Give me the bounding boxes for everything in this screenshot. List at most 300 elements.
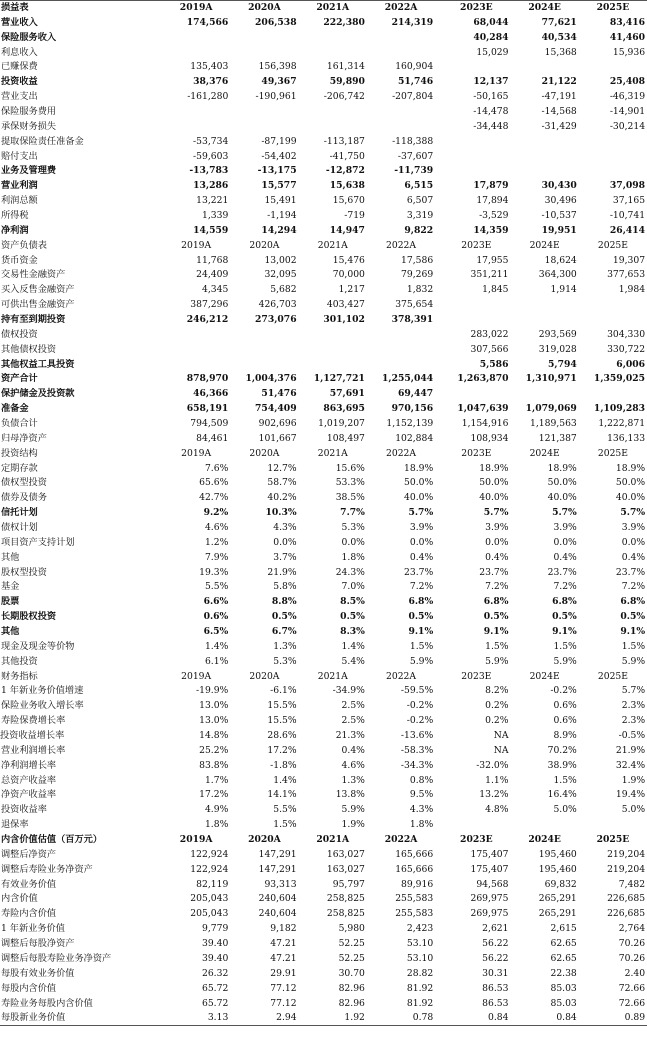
table-row <box>0 327 647 342</box>
row-label: 保险业务收入增长率 <box>1 700 84 712</box>
cell-5: 5.0% <box>553 804 577 816</box>
cell-5: 5,794 <box>548 358 577 370</box>
cell-1: 17.2% <box>267 744 297 756</box>
cell-1: 10.3% <box>265 507 297 519</box>
cell-3: 0.5% <box>408 611 434 623</box>
cell-4: 94,568 <box>476 878 509 890</box>
row-label: 股票 <box>1 596 20 608</box>
cell-1: 2020A <box>249 670 280 682</box>
cell-5: 50.0% <box>547 477 577 489</box>
cell-2: 5.9% <box>341 804 365 816</box>
cell-0: 9.2% <box>203 507 229 519</box>
cell-3: 69,447 <box>398 388 434 400</box>
cell-5: 5.9% <box>553 655 577 667</box>
cell-5: 1,310,971 <box>525 373 577 385</box>
cell-5: -14,568 <box>541 105 577 117</box>
table-row <box>0 283 647 298</box>
column-gap <box>435 922 442 937</box>
row-label: 保险服务费用 <box>1 105 57 117</box>
cell-1: 5,682 <box>270 284 297 296</box>
cell-6: 6,006 <box>616 358 646 370</box>
cell-5: 2024E <box>529 670 560 682</box>
cell-2: 1.8% <box>341 551 365 563</box>
cell-6: 2025E <box>579 1 647 16</box>
cell-4 <box>442 313 510 328</box>
table-header-row <box>0 238 647 253</box>
cell-3: 40.0% <box>404 492 434 504</box>
cell-4: 23.7% <box>479 566 509 578</box>
column-gap <box>435 90 442 105</box>
cell-1: 156,398 <box>258 61 297 73</box>
cell-3: 7.2% <box>409 581 434 593</box>
cell-1: 32,095 <box>264 269 297 281</box>
cell-5 <box>510 818 578 833</box>
cell-1: 147,291 <box>258 848 297 860</box>
cell-1: -87,199 <box>261 135 297 147</box>
table-header-row <box>0 446 647 461</box>
cell-1: 147,291 <box>258 863 297 875</box>
column-gap <box>435 298 442 313</box>
row-label: 交易性金融资产 <box>1 269 66 281</box>
cell-1: 3.7% <box>273 551 297 563</box>
table-row <box>0 714 647 729</box>
cell-3: -0.2% <box>406 715 434 727</box>
cell-3: 89,916 <box>401 878 434 890</box>
table-row <box>0 877 647 892</box>
row-label: 项目资产支持计划 <box>1 536 75 548</box>
row-label: 寿险业务每股内含价值 <box>1 997 93 1009</box>
cell-4: 307,566 <box>470 343 509 355</box>
table-row <box>0 981 647 996</box>
cell-6: 21.9% <box>615 744 646 756</box>
cell-4: 12,137 <box>473 76 509 88</box>
column-gap <box>435 580 442 595</box>
cell-4: 56.22 <box>482 952 509 964</box>
cell-3: 378,391 <box>391 313 434 325</box>
cell-1: 29.91 <box>270 967 297 979</box>
cell-5: 62.65 <box>550 952 577 964</box>
cell-0: -53,734 <box>193 135 229 147</box>
column-gap <box>435 30 442 45</box>
cell-4: -50,165 <box>473 91 509 103</box>
cell-5 <box>510 313 578 328</box>
cell-5: 265,291 <box>538 893 577 905</box>
column-gap <box>435 105 442 120</box>
cell-4: 269,975 <box>470 908 509 920</box>
cell-5: 40,534 <box>541 31 577 43</box>
column-gap <box>435 610 442 625</box>
cell-4: 283,022 <box>470 328 509 340</box>
column-gap <box>435 1011 442 1026</box>
table-row <box>0 476 647 491</box>
column-gap <box>435 743 442 758</box>
cell-6 <box>579 313 647 328</box>
table-row <box>0 30 647 45</box>
cell-5: 293,569 <box>538 328 577 340</box>
row-label: 债权计划 <box>1 522 38 533</box>
cell-0: 42.7% <box>199 492 229 504</box>
row-label: 1 年新业务价值增速 <box>1 685 84 697</box>
cell-2: 5,980 <box>338 923 365 935</box>
cell-1: 21.9% <box>267 566 297 578</box>
cell-3: 4.3% <box>409 804 434 816</box>
cell-5: -0.2% <box>550 685 577 697</box>
cell-0: 13.0% <box>199 715 229 727</box>
table-row <box>0 625 647 640</box>
cell-1: 51,476 <box>261 388 297 400</box>
cell-5: 0.6% <box>553 700 577 712</box>
cell-3: 160,904 <box>395 61 434 73</box>
cell-3: 2022A <box>386 447 417 459</box>
cell-3: 3,319 <box>406 209 434 221</box>
cell-0: 2019A <box>181 447 212 459</box>
cell-0: 84,461 <box>196 432 229 444</box>
cell-3: 17,586 <box>401 254 434 266</box>
cell-3: -11,739 <box>394 165 434 177</box>
column-gap <box>435 506 442 521</box>
cell-2: 2021A <box>316 834 350 846</box>
cell-5: 16.4% <box>547 789 577 801</box>
row-label: 寿险保费增长率 <box>1 715 66 727</box>
cell-2: 2.5% <box>341 715 365 727</box>
cell-0: 1.7% <box>204 774 229 786</box>
table-row <box>0 892 647 907</box>
cell-5: -31,429 <box>541 120 577 132</box>
cell-3: 50.0% <box>404 477 434 489</box>
cell-0: 13,221 <box>196 195 229 207</box>
cell-5: 2024E <box>529 447 560 459</box>
cell-1: 40.2% <box>267 492 297 504</box>
column-gap <box>435 877 442 892</box>
column-gap <box>435 773 442 788</box>
cell-0: 3.13 <box>162 1011 230 1026</box>
cell-5: 6.8% <box>552 596 577 608</box>
cell-3: 165,666 <box>395 863 434 875</box>
row-label: 货币资金 <box>1 254 38 266</box>
row-label: 现金及现金等价物 <box>1 640 75 652</box>
table-row <box>0 699 647 714</box>
cell-0: 1.8% <box>204 819 229 831</box>
cell-1 <box>230 119 298 134</box>
cell-6: 219,204 <box>607 848 646 860</box>
cell-6: 0.0% <box>621 536 646 548</box>
table-row <box>0 1011 647 1026</box>
cell-4: 30.31 <box>482 967 509 979</box>
cell-4 <box>442 149 510 164</box>
financial-table-body <box>0 1 647 1026</box>
cell-3: 102,884 <box>395 432 434 444</box>
cell-0: 6.6% <box>203 596 229 608</box>
column-gap <box>435 996 442 1011</box>
column-gap <box>435 45 442 60</box>
cell-5: 85.03 <box>550 982 577 994</box>
cell-1: 6.7% <box>271 626 297 638</box>
cell-6 <box>579 60 647 75</box>
table-row <box>0 402 647 417</box>
cell-1: 9,182 <box>270 923 297 935</box>
cell-2 <box>299 30 367 45</box>
row-label: 其他权益工具投资 <box>1 358 75 370</box>
cell-2: 163,027 <box>326 848 365 860</box>
cell-2: 13.8% <box>335 789 365 801</box>
cell-5: 18,624 <box>544 254 577 266</box>
table-row <box>0 313 647 328</box>
cell-2: 2.5% <box>341 700 365 712</box>
row-label: 内含价值估值（百万元） <box>1 834 103 846</box>
cell-0: -19.9% <box>196 685 229 697</box>
cell-2 <box>299 327 367 342</box>
cell-6: 32.4% <box>615 759 646 771</box>
cell-6: 330,722 <box>607 343 646 355</box>
cell-1: 77.12 <box>270 982 297 994</box>
cell-4: 1.1% <box>485 774 509 786</box>
cell-4: 2023E <box>442 1 510 16</box>
column-gap <box>435 60 442 75</box>
row-label: 营业利润 <box>1 180 38 192</box>
row-label: 每股内含价值 <box>1 982 57 994</box>
row-label: 投资收益 <box>1 76 38 88</box>
column-gap <box>435 892 442 907</box>
cell-4: 40.0% <box>479 492 509 504</box>
row-label: 利润总额 <box>1 195 38 207</box>
column-gap <box>435 357 442 372</box>
row-label: 业务及管理费 <box>1 165 57 177</box>
table-row <box>0 372 647 387</box>
cell-0: 6.5% <box>203 626 229 638</box>
cell-0: 1.4% <box>204 640 229 652</box>
cell-2: 14,947 <box>329 224 365 236</box>
cell-2: 108,497 <box>326 432 365 444</box>
cell-1: 902,696 <box>258 417 297 429</box>
cell-3: -34.3% <box>400 759 434 771</box>
cell-3: 1,152,139 <box>386 417 434 429</box>
cell-3: 214,319 <box>391 16 434 28</box>
cell-4: 2,621 <box>482 923 509 935</box>
cell-3: 375,654 <box>395 299 434 311</box>
cell-2: 301,102 <box>323 313 365 325</box>
cell-0: 14,559 <box>193 224 229 236</box>
column-gap <box>435 431 442 446</box>
cell-6: 15,936 <box>612 46 646 58</box>
cell-0: -13,783 <box>189 165 229 177</box>
row-label: 基金 <box>1 581 20 593</box>
cell-6: 72.66 <box>618 997 646 1009</box>
cell-5: -47,191 <box>541 91 577 103</box>
cell-6: 41,460 <box>609 31 646 43</box>
cell-0: 174,566 <box>186 16 229 28</box>
row-label: 损益表 <box>0 1 162 16</box>
cell-3: 165,666 <box>395 848 434 860</box>
cell-0: 2019A <box>162 1 230 16</box>
cell-6: 50.0% <box>615 477 646 489</box>
row-label: 调整后每股寿险业务净资产 <box>1 952 112 964</box>
cell-0: 6.1% <box>204 655 229 667</box>
cell-1 <box>230 45 298 60</box>
table-row <box>0 788 647 803</box>
cell-4 <box>442 818 510 833</box>
cell-4: 0.2% <box>485 715 509 727</box>
table-row <box>0 743 647 758</box>
cell-1: 58.7% <box>267 477 297 489</box>
row-label: 每股新业务价值 <box>0 1011 162 1026</box>
cell-6: 26,414 <box>609 224 646 236</box>
cell-1: 13,002 <box>264 254 297 266</box>
cell-5: 40.0% <box>547 492 577 504</box>
cell-2: 4.6% <box>341 759 365 771</box>
cell-6 <box>579 164 647 179</box>
row-label: 利息收入 <box>1 46 38 58</box>
cell-6: 25,408 <box>609 76 646 88</box>
cell-3: -59.5% <box>400 685 434 697</box>
cell-5: 3.9% <box>553 522 577 533</box>
cell-2: 1.4% <box>341 640 365 652</box>
cell-2: 0.4% <box>341 744 365 756</box>
cell-5: 62.65 <box>550 938 577 950</box>
cell-0: 1.2% <box>204 536 229 548</box>
cell-6: -14,901 <box>609 105 646 117</box>
cell-6: 37,165 <box>612 195 646 207</box>
cell-2: 8.3% <box>340 626 365 638</box>
cell-0: 2019A <box>181 670 212 682</box>
cell-1: 240,604 <box>258 908 297 920</box>
cell-1: 93,313 <box>264 878 297 890</box>
cell-4: 2023E <box>461 670 492 682</box>
cell-3: 9,822 <box>404 224 434 236</box>
cell-6 <box>579 149 647 164</box>
cell-2: 24.3% <box>335 566 365 578</box>
table-row <box>0 580 647 595</box>
cell-5: 21,122 <box>541 76 577 88</box>
cell-5 <box>510 387 578 402</box>
cell-4: NA <box>493 744 509 756</box>
cell-2: 2021A <box>299 1 367 16</box>
table-row <box>0 773 647 788</box>
cell-6: 2025E <box>597 447 628 459</box>
column-gap <box>435 699 442 714</box>
cell-3: 51,746 <box>398 76 434 88</box>
cell-2: 53.3% <box>335 477 365 489</box>
cell-3: 5.9% <box>409 655 434 667</box>
cell-4: 108,934 <box>470 432 509 444</box>
cell-1: 14,294 <box>261 224 297 236</box>
cell-5: 70.2% <box>547 744 577 756</box>
cell-4: 15,029 <box>476 46 509 58</box>
cell-4: -34,448 <box>473 120 509 132</box>
cell-4: 4.8% <box>485 804 509 816</box>
cell-3: -207,804 <box>392 91 434 103</box>
column-gap <box>435 1 442 16</box>
cell-2: 30.70 <box>338 967 365 979</box>
cell-1: 77.12 <box>270 997 297 1009</box>
cell-6 <box>579 134 647 149</box>
cell-1 <box>230 357 298 372</box>
row-label: 净利润增长率 <box>1 759 57 771</box>
table-row <box>0 105 647 120</box>
cell-2: 0.5% <box>340 611 365 623</box>
cell-3: 53.10 <box>406 952 434 964</box>
cell-0: 65.72 <box>201 982 229 994</box>
row-label: 资产合计 <box>1 373 38 385</box>
cell-6: 304,330 <box>607 328 646 340</box>
column-gap <box>435 164 442 179</box>
table-row <box>0 758 647 773</box>
column-gap <box>435 253 442 268</box>
cell-4: 1,047,639 <box>457 403 509 415</box>
cell-2 <box>299 342 367 357</box>
cell-4: 17,879 <box>473 180 509 192</box>
cell-2: 1,127,721 <box>313 373 365 385</box>
column-gap <box>435 268 442 283</box>
table-row <box>0 535 647 550</box>
cell-6 <box>579 818 647 833</box>
cell-4: 9.1% <box>483 626 509 638</box>
cell-0: -59,603 <box>193 150 229 162</box>
table-row <box>0 684 647 699</box>
cell-2: 7.0% <box>341 581 365 593</box>
row-label: 其他投资 <box>1 655 38 667</box>
cell-2: -41,750 <box>329 150 365 162</box>
cell-3: 255,583 <box>395 893 434 905</box>
row-label: 寿险内含价值 <box>1 908 57 920</box>
cell-0: 9,779 <box>201 923 229 935</box>
row-label: 债权投资 <box>1 328 38 340</box>
cell-2: 82.96 <box>338 997 365 1009</box>
cell-5: 18.9% <box>547 462 577 474</box>
cell-6 <box>579 298 647 313</box>
cell-2: 2021A <box>317 239 348 251</box>
column-gap <box>435 387 442 402</box>
row-label: 总资产收益率 <box>1 774 57 786</box>
table-row <box>0 729 647 744</box>
cell-6: 1,109,283 <box>593 403 646 415</box>
cell-3: 28.82 <box>406 967 434 979</box>
cell-1: 15.5% <box>267 700 297 712</box>
row-label: 承保财务损失 <box>1 120 57 132</box>
cell-2 <box>299 105 367 120</box>
cell-1: 101,667 <box>258 432 297 444</box>
row-label: 调整后寿险业务净资产 <box>1 863 93 875</box>
cell-4: 6.8% <box>483 596 509 608</box>
cell-6: 7.2% <box>621 581 646 593</box>
cell-5: 1.5% <box>553 640 577 652</box>
cell-2: 59,890 <box>329 76 365 88</box>
cell-6: 1,359,025 <box>593 373 646 385</box>
cell-6: 0.4% <box>621 551 646 563</box>
cell-5: 2024E <box>510 1 578 16</box>
cell-3: 9.1% <box>408 626 434 638</box>
cell-4: 2023E <box>461 239 492 251</box>
cell-4: 1,154,916 <box>461 417 509 429</box>
cell-6: 2025E <box>597 239 628 251</box>
cell-2: 222,380 <box>323 16 365 28</box>
cell-2 <box>299 357 367 372</box>
cell-3: 0.4% <box>409 551 434 563</box>
cell-0: 65.6% <box>199 477 229 489</box>
cell-0: 17.2% <box>199 789 229 801</box>
cell-0: 46,366 <box>193 388 229 400</box>
cell-4 <box>442 134 510 149</box>
cell-5: 0.4% <box>553 551 577 563</box>
cell-1: 0.0% <box>273 536 297 548</box>
cell-4: 5.9% <box>485 655 509 667</box>
cell-0: 122,924 <box>190 863 229 875</box>
cell-4: 13.2% <box>479 789 509 801</box>
column-gap <box>435 476 442 491</box>
table-row <box>0 937 647 952</box>
cell-0: 11,768 <box>196 254 229 266</box>
column-gap <box>435 758 442 773</box>
cell-2 <box>299 119 367 134</box>
